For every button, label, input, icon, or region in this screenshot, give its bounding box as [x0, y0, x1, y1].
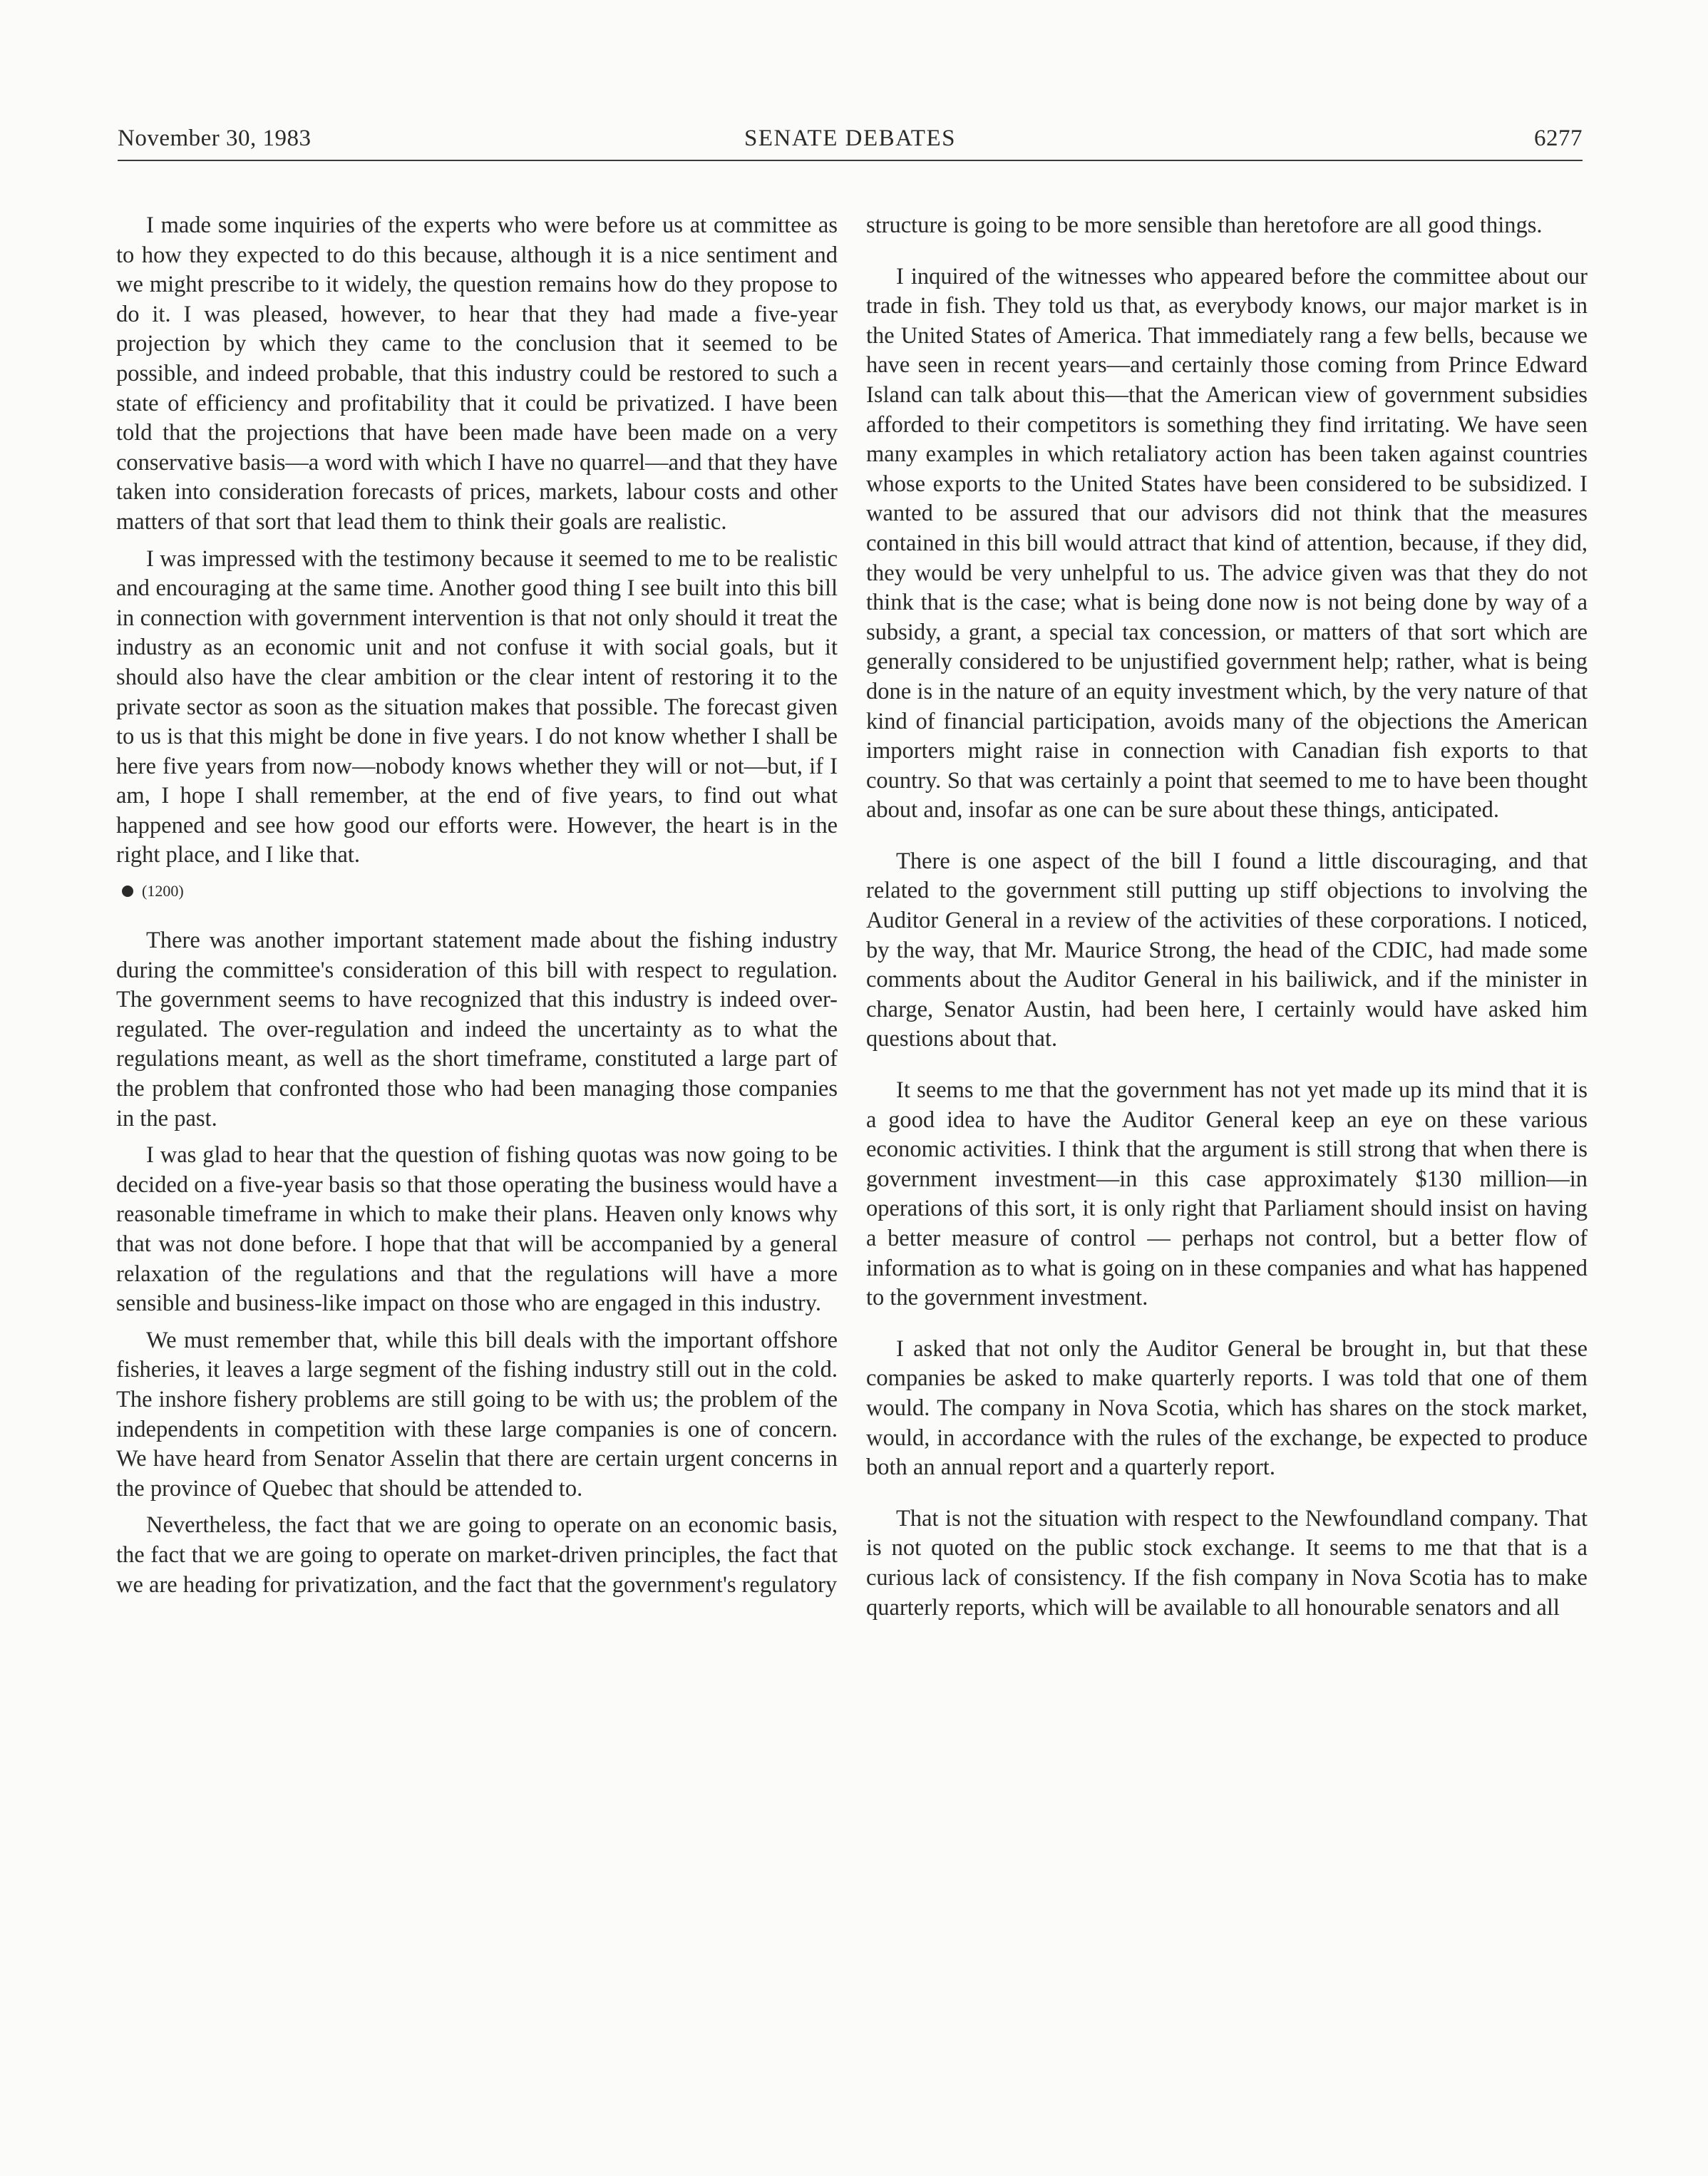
paragraph: Nevertheless, the fact that we are going to operate on an economic basis, the fact that we are going to operate on market-driven principles, the fact that we are heading for privatization, and the fact that the government's regulatory: [116, 1512, 838, 1598]
time-marker: [122, 881, 838, 902]
header-rule: [118, 160, 1583, 161]
time-marker-label: (1200): [142, 882, 184, 900]
paragraph: I asked that not only the Auditor General be brought in, but that these companies be asked to make quarterly reports. I was told that one of them would. The company in Nova Scotia, which has shares on the stock market, would, in accordance with the rules of the exchange, be expected to produce both an annual report and a quarterly report.: [866, 1335, 1588, 1481]
paragraph: There is one aspect of the bill I found a little discouraging, and that related to the government still putting up stiff objections to involving the Auditor General in a review of the activities of these corporations. I noticed, by the way, that Mr. Maurice Strong, the head of the CDIC, had made some comments about the Auditor General in his bailiwick, and if the minister in charge, Senator Austin, had been here, I certainly would have asked him questions about that.: [866, 848, 1588, 1052]
header-title: SENATE DEBATES: [744, 125, 956, 151]
paragraph: We must remember that, while this bill deals with the important offshore fisheries, it leaves a large segment of the fishing industry still out in the cold. The inshore fishery problems are still going to be with us; the problem of the independents in competition with these large companies is one of concern. We have heard from Senator Asselin that there are certain urgent concerns in the province of Quebec that should be attended to.: [116, 1327, 838, 1502]
bullet-icon: [122, 886, 133, 897]
right-column: [866, 211, 1588, 1630]
header-date: November 30, 1983: [118, 125, 312, 151]
paragraph: That is not the situation with respect to the Newfoundland company. That is not quoted on the public stock exchange. It seems to me that that is a curious lack of consistency. If the fish company in Nova Scotia has to make quarterly reports, which will be available to all honourable senators and all: [866, 1505, 1588, 1621]
header-page-number: 6277: [1534, 125, 1583, 151]
left-column: [116, 211, 838, 1607]
paragraph: structure is going to be more sensible than heretofore are all good things.: [866, 212, 1543, 238]
paragraph: It seems to me that the government has not yet made up its mind that it is a good idea to have the Auditor General keep an eye on these various economic activities. I think that the argument is still strong that when there is government investment—in this case approximately $130 million—in operations of this sort, it is only right that Parliament should insist on having a better measure of control — perhaps not control, but a better flow of information as to what is going on in these companies and what has happened to the government investment.: [866, 1077, 1588, 1311]
paragraph: I made some inquiries of the experts who were before us at committee as to how they expected to do this because, although it is a nice sentiment and we might prescribe to it widely, the question remains how do they propose to do it. I was pleased, however, to hear that they had made a five-year projection by which they came to the conclusion that it seemed to be possible, and indeed probable, that this industry could be restored to such a state of efficiency and profitability that it could be privatized. I have been told that the projections that have been made have been made on a very conservative basis—a word with which I have no quarrel—and that they have taken into consideration forecasts of prices, markets, labour costs and other matters of that sort that lead them to think their goals are realistic.: [116, 212, 838, 535]
paragraph: There was another important statement made about the fishing industry during the committee's consideration of this bill with respect to regulation. The government seems to have recognized that this industry is indeed over-regulated. The over-regulation and indeed the uncertainty as to what the regulations meant, as well as the short timeframe, constituted a large part of the problem that confronted those who had been managing those companies in the past.: [116, 928, 838, 1131]
running-head: [118, 125, 1583, 163]
paragraph: I inquired of the witnesses who appeared before the committee about our trade in fish. They told us that, as everybody knows, our major market is in the United States of America. That immediately rang a few bells, because we have seen in recent years—and certainly those coming from Prince Edward Island can talk about this—that the American view of government subsidies afforded to their competitors is something they find irritating. We have seen many examples in which retaliatory action has been taken against countries whose exports to the United States have been considered to be subsidized. I wanted to be assured that our advisors did not think that the measures contained in this bill would attract that kind of attention, because, if they did, they would be very unhelpful to us. The advice given was that they do not think that is the case; what is being done now is not being done by way of a subsidy, a grant, a special tax concession, or matters of that sort which are generally considered to be unjustified government help; rather, what is being done is in the nature of an equity investment which, by the very nature of that kind of financial participation, avoids many of the objections the American importers might raise in connection with Canadian fish exports to that country. So that was certainly a point that seemed to me to have been thought about and, insofar as one can be sure about these things, anticipated.: [866, 263, 1588, 823]
paragraph: I was glad to hear that the question of fishing quotas was now going to be decided on a five-year basis so that those operating the business would have a reasonable timeframe in which to make their plans. Heaven only knows why that was not done before. I hope that that will be accompanied by a general relaxation of the regulations and that the regulations will have a more sensible and business-like impact on those who are engaged in this industry.: [116, 1142, 838, 1317]
paragraph: I was impressed with the testimony because it seemed to me to be realistic and encouraging at the same time. Another good thing I see built into this bill in connection with government intervention is that not only should it treat the industry as an economic unit and not confuse it with social goals, but it should also have the clear ambition or the clear intent of restoring it to the private sector as soon as the situation makes that possible. The forecast given to us is that this might be done in five years. I do not know whether I shall be here five years from now—nobody knows whether they will or not—but, if I am, I hope I shall remember, at the end of five years, to find out what happened and see how good our efforts were. However, the heart is in the right place, and I like that.: [116, 545, 838, 868]
